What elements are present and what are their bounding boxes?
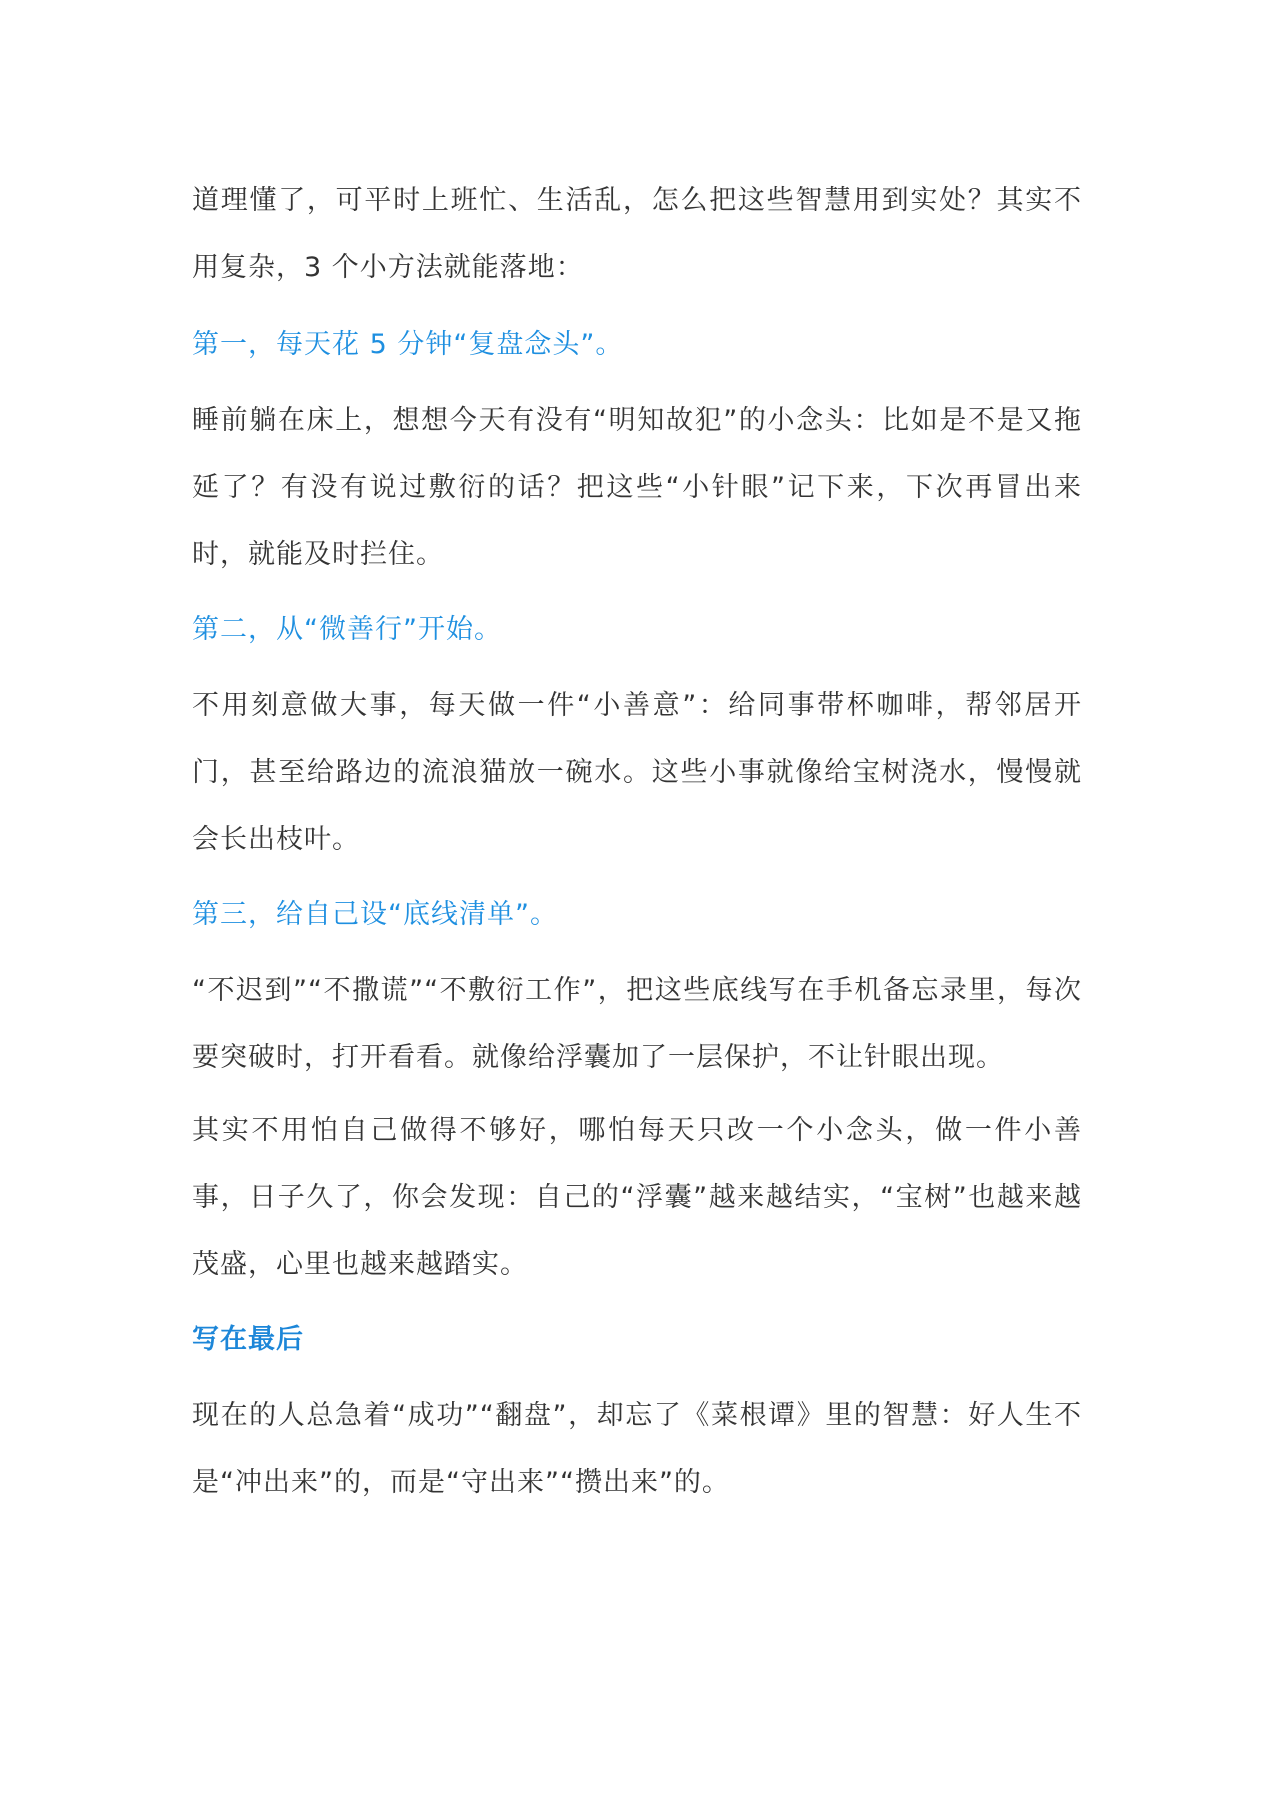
step3-paragraph: “不迟到”“不撒谎”“不敷衍工作”，把这些底线写在手机备忘录里，每次要突破时，打开看看。就像给浮囊加了一层保护，不让针眼出现。 — [192, 975, 1082, 1073]
step2-heading: 第二，从“微善行”开始。 — [192, 614, 502, 645]
summary-paragraph: 其实不用怕自己做得不够好，哪怕每天只改一个小念头，做一件小善事，日子久了，你会发现：自己的“浮囊”越来越结实，“宝树”也越来越茂盛，心里也越来越踏实。 — [192, 1115, 1082, 1280]
step1-paragraph: 睡前躺在床上，想想今天有没有“明知故犯”的小念头：比如是不是又拖延了？有没有说过敷衍的话？把这些“小针眼”记下来，下次再冒出来时，就能及时拦住。 — [192, 405, 1082, 570]
step3-heading: 第三，给自己设“底线清单”。 — [192, 899, 558, 930]
step1-heading: 第一，每天花 5 分钟“复盘念头”。 — [192, 329, 624, 360]
article-body — [192, 167, 1082, 1516]
intro-paragraph: 道理懂了，可平时上班忙、生活乱，怎么把这些智慧用到实处？其实不用复杂，3 个小方法就能落地： — [192, 185, 1082, 283]
final-paragraph: 现在的人总急着“成功”“翻盘”，却忘了《菜根谭》里的智慧：好人生不是“冲出来”的，而是“守出来”“攒出来”的。 — [192, 1400, 1082, 1498]
step2-paragraph: 不用刻意做大事，每天做一件“小善意”：给同事带杯咖啡，帮邻居开门，甚至给路边的流浪猫放一碗水。这些小事就像给宝树浇水，慢慢就会长出枝叶。 — [192, 690, 1082, 855]
final-heading: 写在最后 — [192, 1324, 304, 1355]
